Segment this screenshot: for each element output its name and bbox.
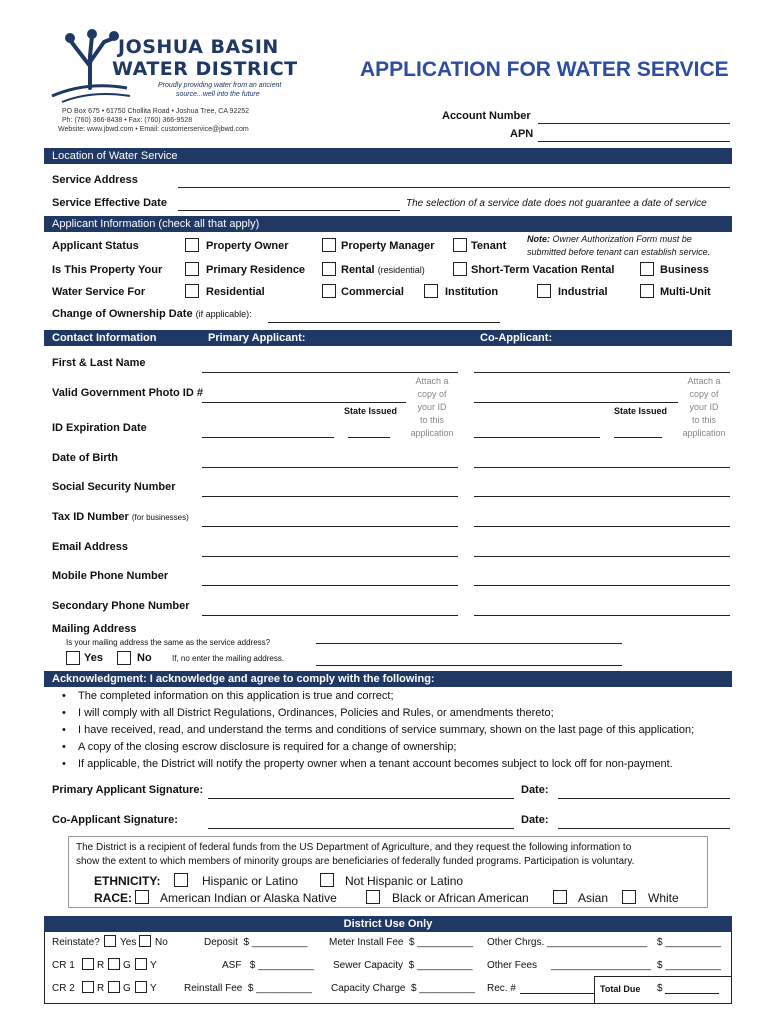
first-last-name-label: First & Last Name [52,357,146,369]
secondary-phone-label: Secondary Phone Number [52,600,190,612]
asian-checkbox[interactable] [553,890,567,904]
co-signature-label: Co-Applicant Signature: [52,814,178,826]
black-checkbox[interactable] [366,890,380,904]
primary-state-issued-label: State Issued [344,406,398,416]
mailing-no-checkbox[interactable] [117,651,131,665]
asf-blank[interactable]: __________ [258,960,314,971]
hispanic-label: Hispanic or Latino [202,874,299,888]
attach-line2: copy of [689,389,719,399]
service-address-label: Service Address [52,174,138,186]
applicant-header-note: (check all that apply) [158,218,260,230]
primary-residence-checkbox[interactable] [185,262,199,276]
tenant-note-bold: Note: [527,234,550,244]
attach-line3: your ID [689,402,719,412]
hispanic-checkbox[interactable] [174,873,188,887]
contact-header [44,330,732,346]
mailing-address-field-1[interactable] [316,643,622,644]
logo-line2: WATER DISTRICT [112,58,298,80]
reinstall-fee-text: Reinstall Fee [184,983,243,994]
deposit-label [204,937,307,948]
reinstall-fee-blank[interactable]: __________ [256,983,312,994]
co-tax-id-field[interactable] [474,526,730,527]
ack-list [62,688,694,773]
deposit-dollar: $ [243,937,250,948]
service-date-note: The selection of a service date does not guarantee a date of service [406,198,707,209]
property-owner-label: Property Owner [206,240,289,252]
business-label: Business [660,264,709,276]
not-hispanic-checkbox[interactable] [320,873,334,887]
mailing-no-label: No [137,652,152,664]
is-this-property-label: Is This Property Your [52,264,163,276]
property-manager-label: Property Manager [341,240,435,252]
ack-item: • I will comply with all District Regulations, Ordinances, Policies and Rules, or amendments thereto; [62,705,694,722]
asf-label [222,960,314,971]
other-chrgs-dollar: $ [657,937,663,948]
other-chrgs-text: Other Chrgs. [487,937,545,948]
mailing-question: Is your mailing address the same as the service address? [66,638,271,647]
mailing-address-field-2[interactable] [316,665,622,666]
primary-dob-field[interactable] [202,467,458,468]
primary-name-field[interactable] [202,372,458,373]
meter-install-text: Meter Install Fee [329,937,404,948]
tenant-note [527,234,692,244]
primary-ssn-field[interactable] [202,496,458,497]
apn-field[interactable] [538,141,730,142]
attach-line1: Attach a [415,376,449,386]
primary-secondary-phone-field[interactable] [202,615,458,616]
reinstate-no-checkbox[interactable] [139,935,151,947]
district-use-header: District Use Only [44,916,732,932]
reinstate-label: Reinstate? [52,937,100,948]
mailing-if-no-note: If, no enter the mailing address. [172,654,285,663]
location-header: Location of Water Service [44,148,732,164]
deposit-blank[interactable]: __________ [251,937,308,948]
address-line3: Website: www.jbwd.com • Email: customerservice@jbwd.com [58,126,249,133]
reinstall-fee-dollar: $ [247,983,254,994]
sewer-capacity-blank[interactable]: __________ [416,960,473,971]
dob-label: Date of Birth [52,452,118,464]
co-secondary-phone-field[interactable] [474,615,730,616]
cr2-g-checkbox[interactable] [108,981,120,993]
change-ownership-text: Change of Ownership Date [52,308,193,320]
cr1-r-checkbox[interactable] [82,958,94,970]
ack-item: • A copy of the closing escrow disclosure is required for a change of ownership; [62,739,694,756]
cr1-g-label: G [123,960,131,971]
total-due-label: Total Due [600,984,641,994]
co-ssn-field[interactable] [474,496,730,497]
co-name-field[interactable] [474,372,730,373]
other-fees-blank[interactable]: __________________ [550,960,652,971]
rental-checkbox[interactable] [322,262,336,276]
sewer-capacity-label [333,960,473,971]
primary-photo-id-field[interactable] [202,402,406,403]
cr2-y-checkbox[interactable] [135,981,147,993]
address-line2: Ph: (760) 366-8438 • Fax: (760) 366-9528 [62,117,193,124]
service-effective-date-field[interactable] [178,210,400,211]
rec-label: Rec. # [487,983,516,994]
reinstate-yes-checkbox[interactable] [104,935,116,947]
co-attach-note [674,375,734,440]
industrial-label: Industrial [558,286,608,298]
primary-state-field[interactable] [348,437,390,438]
co-date-field[interactable] [558,828,730,829]
cr1-y-checkbox[interactable] [135,958,147,970]
attach-line4: to this [691,415,716,425]
deposit-text: Deposit [204,937,238,948]
rec-field[interactable] [520,993,594,994]
short-term-checkbox[interactable] [453,262,467,276]
change-ownership-field[interactable] [268,322,500,323]
attach-line2: copy of [417,389,447,399]
cr2-r-label: R [97,983,105,994]
race-label: RACE: [94,891,132,905]
applicant-header [44,216,732,232]
cr2-label: CR 2 [52,983,75,994]
mailing-yes-checkbox[interactable] [66,651,80,665]
white-label: White [648,891,679,905]
reinstate-no-label: No [155,937,168,948]
multi-unit-checkbox[interactable] [640,284,654,298]
primary-signature-field[interactable] [208,798,514,799]
id-expiration-label: ID Expiration Date [52,422,147,434]
attach-line3: your ID [417,402,447,412]
ack-item: • I have received, read, and understand the terms and conditions of service summary, shown on the last page of this application; [62,722,694,739]
federal-text-1: The District is a recipient of federal funds from the US Department of Agriculture, and they request the following information to [76,842,632,853]
tenant-note-line1: Owner Authorization Form must be [552,234,692,244]
ssn-label: Social Security Number [52,481,176,493]
tenant-note-line2: submitted before tenant can establish service. [527,247,711,257]
business-checkbox[interactable] [640,262,654,276]
not-hispanic-label: Not Hispanic or Latino [345,874,464,888]
primary-attach-note [402,375,462,440]
meter-install-label [329,937,473,948]
sewer-capacity-dollar: $ [408,960,415,971]
institution-checkbox[interactable] [424,284,438,298]
service-effective-date-label: Service Effective Date [52,197,167,209]
short-term-label: Short-Term Vacation Rental [471,264,615,276]
logo-tagline1: Proudly providing water from an ancient [158,82,282,89]
other-fees-amount-blank[interactable]: __________ [665,960,721,971]
co-email-field[interactable] [474,556,730,557]
other-chrgs-amount-blank[interactable]: __________ [665,937,721,948]
rental-note: (residential) [377,265,425,275]
photo-id-label: Valid Government Photo ID # [52,387,203,399]
rental-label [341,264,425,276]
primary-mobile-field[interactable] [202,585,458,586]
multi-unit-label: Multi-Unit [660,286,711,298]
contact-header-title: Contact Information [52,332,157,344]
attach-line4: to this [419,415,444,425]
total-due-field[interactable] [665,993,719,994]
ack-item: • If applicable, the District will notify the property owner when a tenant account becomes subject to lock off for non-payment. [62,756,694,773]
meter-install-dollar: $ [409,937,415,948]
white-checkbox[interactable] [622,890,636,904]
co-signature-field[interactable] [208,828,514,829]
co-state-field[interactable] [614,437,662,438]
other-fees-text: Other Fees [487,960,538,971]
co-date-label: Date: [521,814,549,826]
applicant-status-label: Applicant Status [52,240,139,252]
residential-label: Residential [206,286,265,298]
cr1-y-label: Y [150,960,157,971]
cr2-y-label: Y [150,983,157,994]
federal-text-2: show the extent to which members of minority groups are beneficiaries of federally funded programs. Participation is voluntary. [76,856,635,867]
cr2-g-label: G [123,983,131,994]
capacity-charge-dollar: $ [411,983,417,994]
attach-line1: Attach a [687,376,721,386]
apn-label: APN [510,128,534,140]
primary-residence-label: Primary Residence [206,264,306,276]
other-fees-label [487,960,651,971]
meter-install-blank[interactable]: __________ [417,937,474,948]
primary-email-field[interactable] [202,556,458,557]
email-label: Email Address [52,541,129,553]
property-manager-checkbox[interactable] [322,238,336,252]
other-chrgs-amount [657,937,721,948]
capacity-charge-blank[interactable]: __________ [419,983,476,994]
rental-text: Rental [341,264,375,276]
page-title: APPLICATION FOR WATER SERVICE [360,58,729,81]
co-state-issued-label: State Issued [614,406,668,416]
primary-signature-label: Primary Applicant Signature: [52,784,204,796]
co-mobile-field[interactable] [474,585,730,586]
logo-line1: JOSHUA BASIN [118,36,279,58]
industrial-checkbox[interactable] [537,284,551,298]
attach-line5: application [682,428,726,438]
tax-id-note: (for businesses) [131,513,189,522]
co-dob-field[interactable] [474,467,730,468]
reinstall-fee-label [184,983,312,994]
property-owner-checkbox[interactable] [185,238,199,252]
primary-id-exp-field[interactable] [202,437,334,438]
tax-id-label [52,511,189,523]
other-fees-amount [657,960,721,971]
cr1-r-label: R [97,960,105,971]
tax-id-text: Tax ID Number [52,511,129,523]
address-line1: PO Box 675 • 61750 Chollita Road • Joshua Tree, CA 92252 [62,108,250,115]
commercial-label: Commercial [341,286,404,298]
service-address-field[interactable] [178,187,730,188]
ack-item: • The completed information on this application is true and correct; [62,688,694,705]
mobile-phone-label: Mobile Phone Number [52,570,169,582]
co-applicant-header: Co-Applicant: [480,332,553,344]
mailing-yes-label: Yes [84,652,103,664]
american-indian-label: American Indian or Alaska Native [160,891,337,905]
account-number-label: Account Number [442,110,531,122]
total-due-dollar: $ [657,983,663,994]
other-chrgs-blank[interactable]: __________________ [547,937,648,948]
co-photo-id-field[interactable] [474,402,678,403]
primary-applicant-header: Primary Applicant: [208,332,306,344]
other-chrgs-label [487,937,647,948]
other-fees-dollar: $ [657,960,663,971]
cr1-label: CR 1 [52,960,75,971]
attach-line5: application [410,428,454,438]
primary-tax-id-field[interactable] [202,526,458,527]
commercial-checkbox[interactable] [322,284,336,298]
institution-label: Institution [445,286,499,298]
tenant-label: Tenant [471,240,507,252]
primary-date-label: Date: [521,784,549,796]
capacity-charge-label [331,983,475,994]
change-ownership-note: (if applicable): [195,309,252,319]
logo-tagline2: source...well into the future [176,91,260,98]
cr1-g-checkbox[interactable] [108,958,120,970]
american-indian-checkbox[interactable] [135,890,149,904]
ethnicity-label: ETHNICITY: [94,874,161,888]
tenant-checkbox[interactable] [453,238,467,252]
reinstate-yes-label: Yes [120,937,137,948]
ack-header: Acknowledgment: I acknowledge and agree to comply with the following: [44,671,732,687]
sewer-capacity-text: Sewer Capacity [333,960,404,971]
asf-text: ASF [222,960,242,971]
black-label: Black or African American [392,891,529,905]
asian-label: Asian [578,891,609,905]
cr2-r-checkbox[interactable] [82,981,94,993]
account-number-field[interactable] [538,123,730,124]
co-id-exp-field[interactable] [474,437,600,438]
asf-dollar: $ [249,960,256,971]
change-ownership-label [52,308,252,320]
applicant-header-title: Applicant Information [52,218,156,230]
capacity-charge-text: Capacity Charge [331,983,406,994]
mailing-address-label: Mailing Address [52,623,137,635]
residential-checkbox[interactable] [185,284,199,298]
water-service-for-label: Water Service For [52,286,146,298]
primary-date-field[interactable] [558,798,730,799]
